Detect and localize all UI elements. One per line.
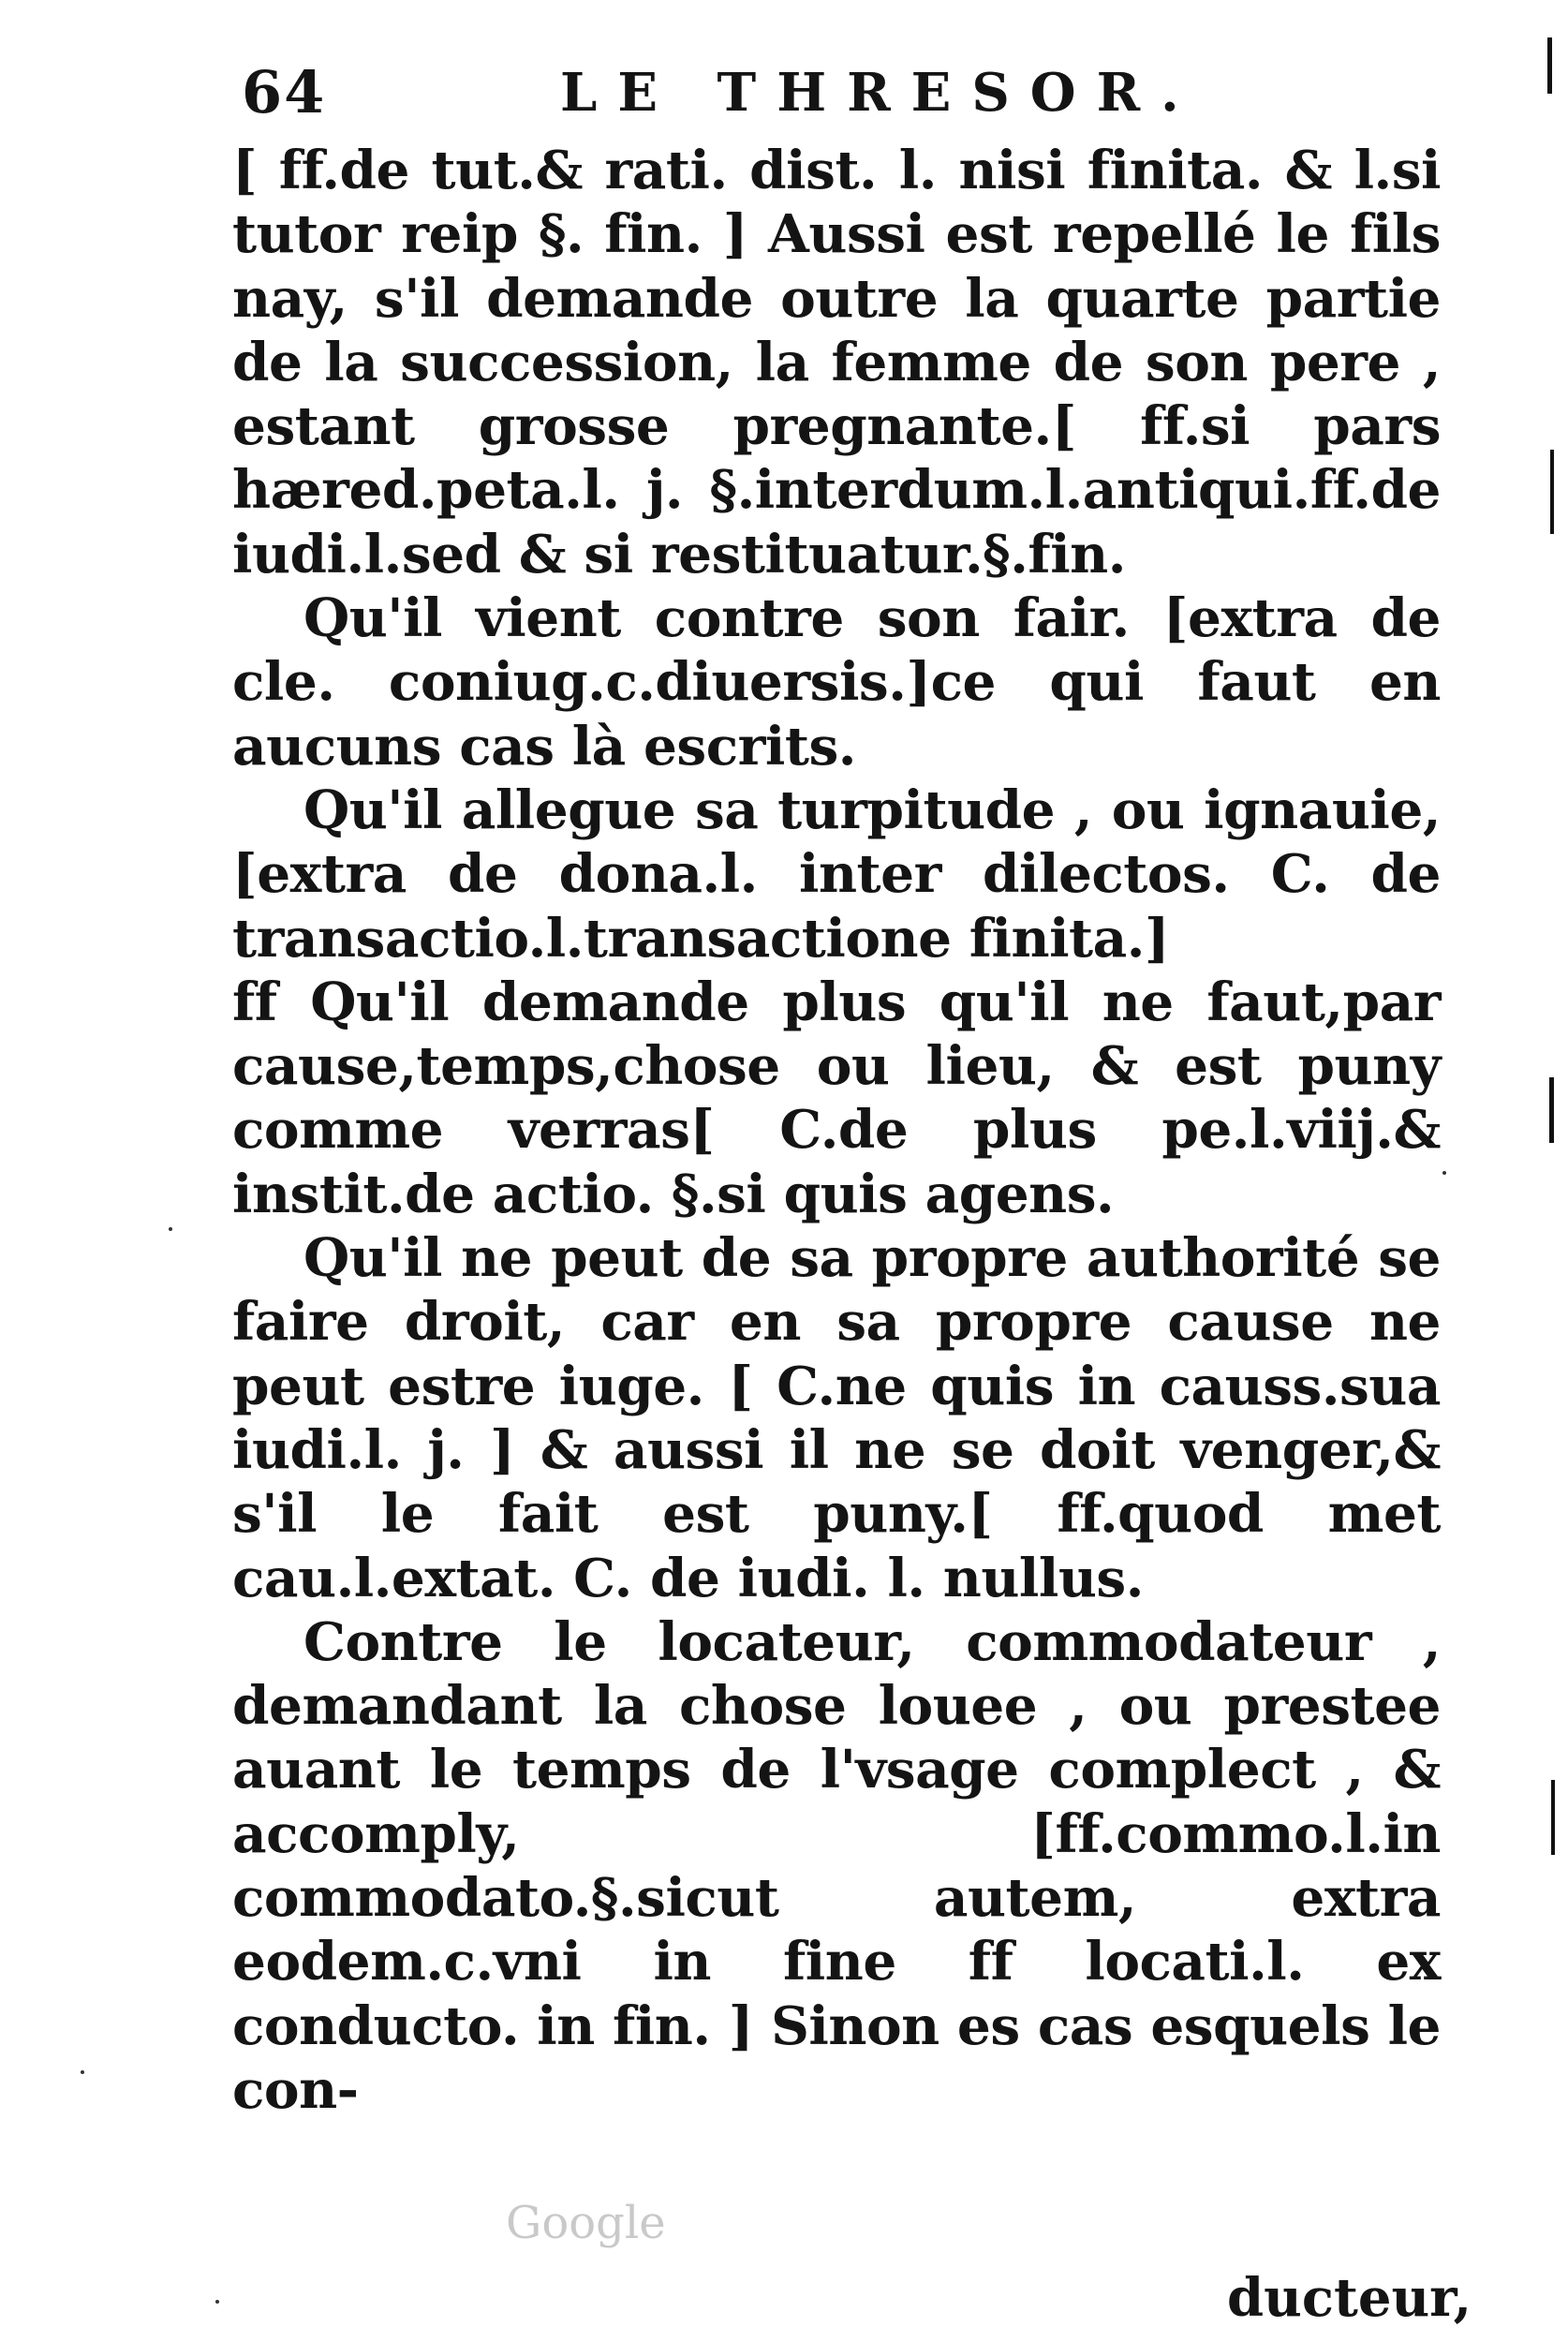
speck <box>169 1227 172 1231</box>
page-header <box>242 58 1441 133</box>
paragraph: Contre le locateur, commodateur , demandant la chose louee , ou prestee auant le temps de l'vsage complect , & accomply, [ff.commo.l.in commodato.§.sicut autem, extra eodem.c.vni in fine ff locati.l. ex conducto. in fin. ] Sinon es cas esquels le con- <box>232 1610 1441 2121</box>
scan-edge-mark <box>1547 37 1552 94</box>
text-body <box>232 139 1441 2122</box>
paragraph: Qu'il vient contre son fair. [extra de cle. coniug.c.diuersis.]ce qui faut en aucuns cas là escrits. <box>232 587 1441 778</box>
speck <box>81 2070 84 2074</box>
paragraph: [ ff.de tut.& rati. dist. l. nisi finita. & l.si tutor reip §. fin. ] Aussi est repellé le fils nay, s'il demande outre la quarte partie de la succession, la femme de son pere , estant grosse pregnante.[ ff.si pars hæred.peta.l. j. §.interdum.l.antiqui.ff.de iudi.l.sed & si restituatur.§.fin. <box>232 140 1441 586</box>
paragraph: Qu'il allegue sa turpitude , ou ignauie, [extra de dona.l. inter dilectos. C. de transactio.l.transactione finita.] <box>232 778 1441 970</box>
catchword: ducteur, <box>1227 2267 1472 2329</box>
speck <box>215 2300 219 2304</box>
page-number: 64 <box>242 58 327 126</box>
paragraph: ff Qu'il demande plus qu'il ne faut,par cause,temps,chose ou lieu, & est puny comme verras[ C.de plus pe.l.viij.& instit.de actio. §.si quis agens. <box>232 971 1441 1225</box>
watermark: Google <box>506 2197 666 2249</box>
running-title: LE THRESOR. <box>560 62 1200 124</box>
speck <box>1442 1171 1446 1175</box>
scan-edge-mark <box>1550 450 1554 534</box>
scan-edge-mark <box>1551 1780 1555 1855</box>
scan-edge-mark <box>1549 1077 1554 1143</box>
paragraph: Qu'il ne peut de sa propre authorité se faire droit, car en sa propre cause ne peut estre iuge. [ C.ne quis in causs.sua iudi.l. j. ] & aussi il ne se doit venger,& s'il le fait est puny.[ ff.quod met cau.l.extat. C. de iudi. l. nullus. <box>232 1227 1441 1609</box>
